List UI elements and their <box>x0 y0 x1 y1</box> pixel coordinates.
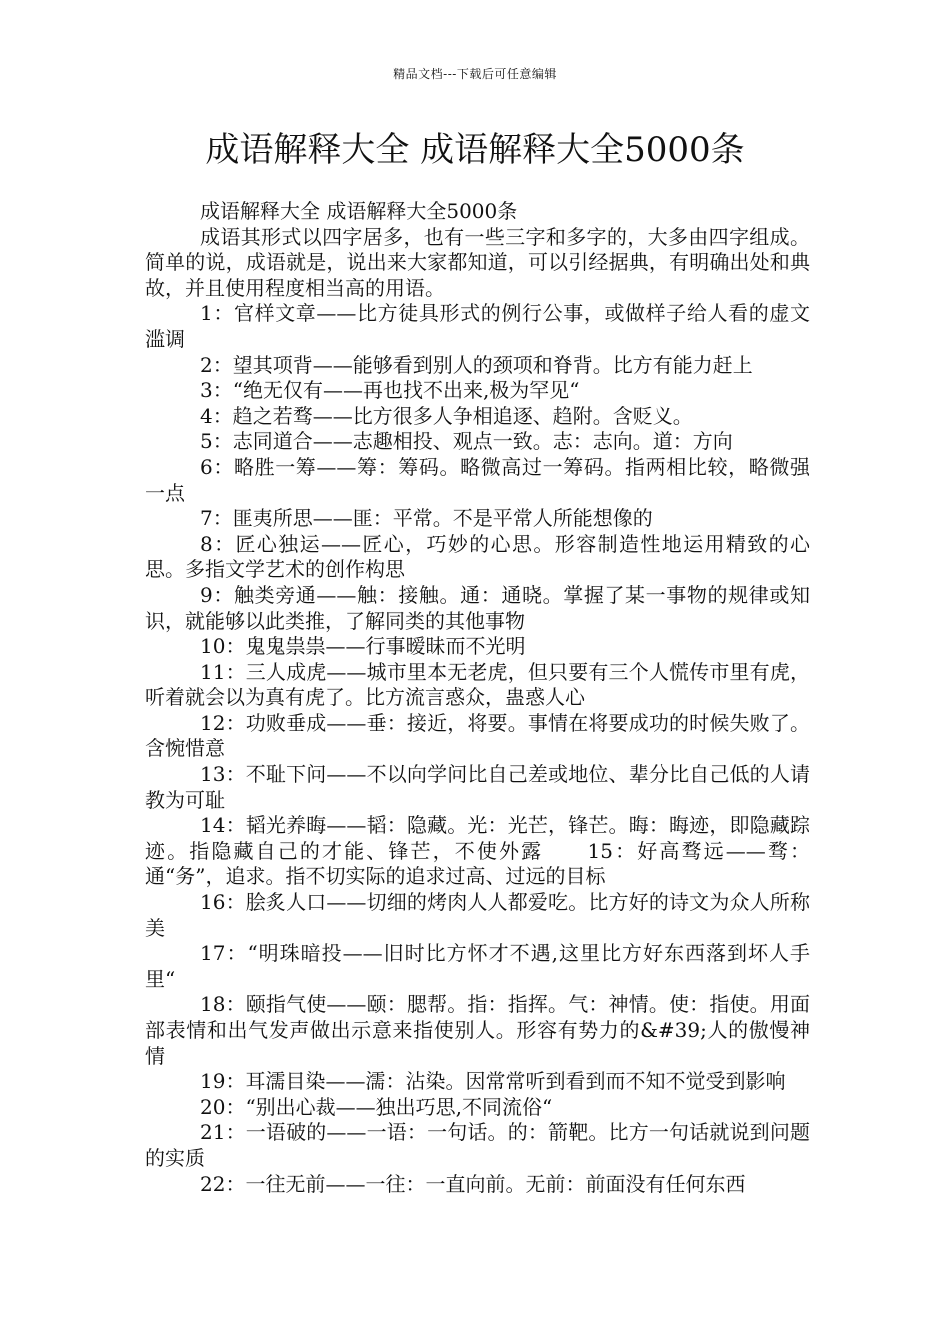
body-paragraph: 1：官样文章——比方徒具形式的例行公事，或做样子给人看的虚文滥调 <box>145 301 810 351</box>
body-paragraph: 5：志同道合——志趣相投、观点一致。志：志向。道：方向 <box>200 429 733 454</box>
body-paragraph: 16：脍炙人口——切细的烤肉人人都爱吃。比方好的诗文为众人所称美 <box>145 890 810 940</box>
body-paragraph: 17：“明珠暗投——旧时比方怀才不遇,这里比方好东西落到坏人手里“ <box>145 941 810 991</box>
body-paragraph: 9：触类旁通——触：接触。通：通晓。掌握了某一事物的规律或知识，就能够以此类推，了解同类的其他事物 <box>145 582 810 633</box>
body-paragraph: 13：不耻下问——不以向学问比自己差或地位、辈分比自己低的人请教为可耻 <box>145 762 810 812</box>
body-paragraph: 20：“别出心裁——独出巧思,不同流俗“ <box>200 1094 553 1119</box>
body-paragraph: 10：鬼鬼祟祟——行事暧昧而不光明 <box>200 634 526 659</box>
body-paragraph: 4：趋之若骛——比方很多人争相追逐、趋附。含贬义。 <box>200 403 693 428</box>
body-paragraph: 6：略胜一筹——筹：筹码。略微高过一筹码。指两相比较，略微强一点 <box>145 454 810 505</box>
body-paragraph: 8：匠心独运——匠心，巧妙的心思。形容制造性地运用精致的心思。多指文学艺术的创作构思 <box>145 531 810 582</box>
body-paragraph: 成语其形式以四字居多，也有一些三字和多字的，大多由四字组成。简单的说，成语就是，说出来大家都知道，可以引经据典，有明确出处和典故，并且使用程度相当高的用语。 <box>145 224 810 300</box>
header-note: 精品文档---下载后可任意编辑 <box>393 67 557 81</box>
body-paragraph: 21：一语破的——一语：一句话。的：箭靶。比方一句话就说到问题的实质 <box>145 1120 810 1170</box>
document-body <box>145 199 810 1197</box>
body-paragraph: 7：匪夷所思——匪：平常。不是平常人所能想像的 <box>200 506 653 531</box>
body-paragraph: 18：颐指气使——颐：腮帮。指：指挥。气：神情。使：指使。用面部表情和出气发声做出示意来指使别人。形容有势力的&#39;人的傲慢神情 <box>145 992 810 1068</box>
body-paragraph: 22：一往无前——一往：一直向前。无前：前面没有任何东西 <box>200 1171 746 1196</box>
body-paragraph: 12：功败垂成——垂：接近，将要。事情在将要成功的时候失败了。含惋惜意 <box>145 710 810 761</box>
body-paragraph: 14：韬光养晦——韬：隐藏。光：光芒，锋芒。晦：晦迹，即隐藏踪迹。指隐藏自己的才能、锋芒，不使外露 15：好高骛远——骛：通“务”，追求。指不切实际的追求过高、过远的目标 <box>145 813 810 889</box>
body-paragraph: 3：“绝无仅有——再也找不出来,极为罕见“ <box>200 378 580 403</box>
body-paragraph: 19：耳濡目染——濡：沾染。因常常听到看到而不知不觉受到影响 <box>200 1069 786 1094</box>
document-title: 成语解释大全 成语解释大全5000条 <box>205 130 745 170</box>
body-paragraph: 11：三人成虎——城市里本无老虎，但只要有三个人慌传市里有虎，听着就会以为真有虎了。比方流言惑众，蛊惑人心 <box>145 659 810 710</box>
body-paragraph: 2：望其项背——能够看到别人的颈项和脊背。比方有能力赶上 <box>200 352 753 377</box>
body-paragraph: 成语解释大全 成语解释大全5000条 <box>200 199 518 223</box>
